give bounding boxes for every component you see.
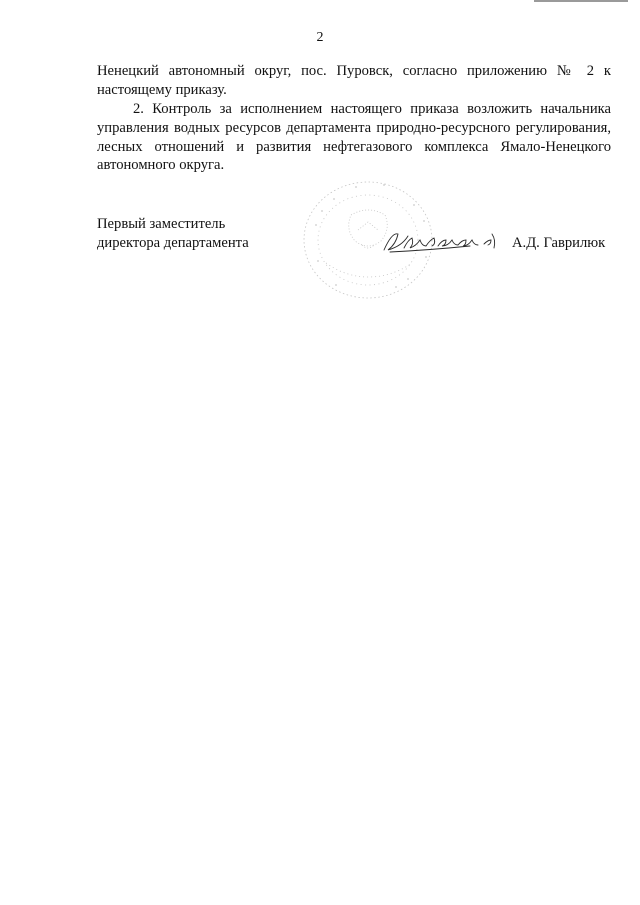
signatory-name: А.Д. Гаврилюк	[512, 235, 606, 251]
handwritten-signature	[380, 228, 505, 256]
paragraph-2-line-1: 2. Контроль за исполнением настоящего приказа возложить начальника	[133, 101, 611, 117]
paragraph-2-line-2: управления водных ресурсов департамента природно-ресурсного регулирования,	[97, 119, 611, 136]
signatory-position-line-1: Первый заместитель	[97, 216, 226, 232]
signatory-position	[97, 215, 249, 253]
top-edge-mark	[534, 0, 628, 2]
signatory-position-line-2: директора департамента	[97, 234, 249, 251]
paragraph-2-line-4: автономного округа.	[97, 157, 225, 174]
paragraph-1	[97, 62, 611, 100]
paragraph-1-line-1: Ненецкий автономный округ, пос. Пуровск, согласно приложению № 2 к	[97, 63, 611, 79]
paragraph-1-line-2: настоящему приказу.	[97, 81, 227, 98]
paragraph-2	[97, 100, 611, 175]
paragraph-2-line-3: лесных отношений и развития нефтегазового комплекса Ямало-Ненецкого	[97, 138, 611, 155]
page-number: 2	[316, 30, 324, 45]
